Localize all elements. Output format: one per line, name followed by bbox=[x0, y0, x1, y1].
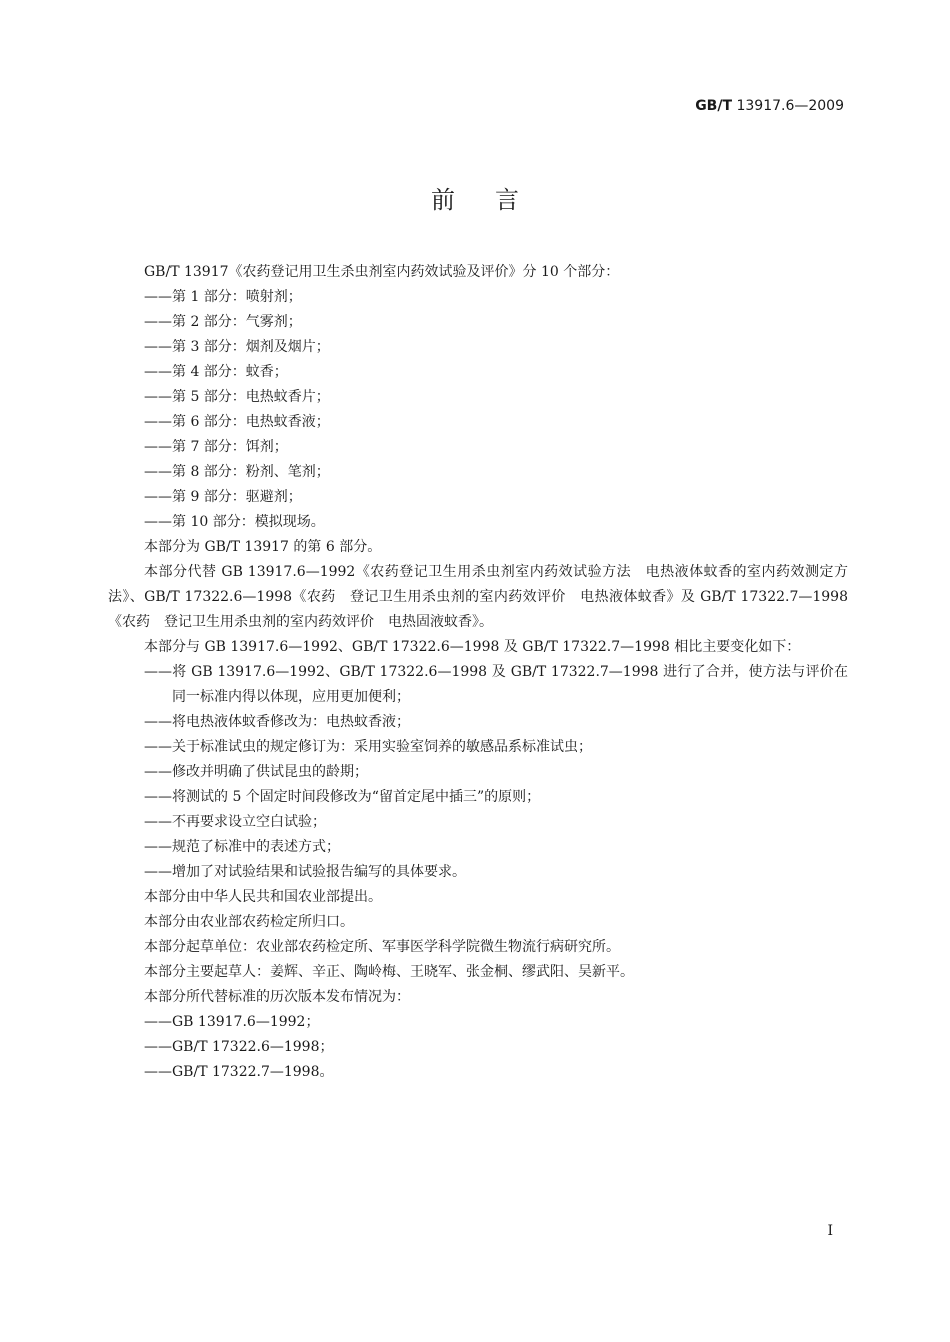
paragraph: GB/T 13917《农药登记用卫生杀虫剂室内药效试验及评价》分 10 个部分： bbox=[144, 264, 620, 280]
paragraph: 本部分代替 GB 13917.6—1992《农药登记卫生用杀虫剂室内药效试验方法 电热液体蚊香的室内药效测定方法》、GB/T 17322.6—1998《农药 登记卫生用杀虫剂的室内药效评价 电热液体蚊香》及 GB/T 17322.7—1998《农药 登记卫生用杀虫剂的室内药效评价 电热固液蚊香》。 bbox=[108, 564, 848, 630]
list-item: ——第 10 部分：模拟现场。 bbox=[144, 514, 325, 530]
list-item: ——增加了对试验结果和试验报告编写的具体要求。 bbox=[144, 864, 466, 880]
list-item: ——规范了标准中的表述方式； bbox=[144, 839, 340, 855]
list-item: ——将电热液体蚊香修改为：电热蚊香液； bbox=[144, 714, 410, 730]
page-title: 前言 bbox=[431, 186, 559, 214]
list-item: ——GB/T 17322.6—1998； bbox=[144, 1039, 334, 1055]
foreword-body bbox=[108, 260, 848, 1085]
list-item: ——不再要求设立空白试验； bbox=[144, 814, 326, 830]
paragraph: 本部分为 GB/T 13917 的第 6 部分。 bbox=[144, 539, 382, 555]
standard-code bbox=[695, 98, 844, 114]
list-item: ——GB 13917.6—1992； bbox=[144, 1014, 320, 1030]
list-item: ——第 7 部分：饵剂； bbox=[144, 439, 288, 455]
list-item: ——第 3 部分：烟剂及烟片； bbox=[144, 339, 330, 355]
paragraph: 本部分与 GB 13917.6—1992、GB/T 17322.6—1998 及 GB/T 17322.7—1998 相比主要变化如下： bbox=[144, 639, 801, 655]
list-item: ——第 2 部分：气雾剂； bbox=[144, 314, 302, 330]
paragraph: 本部分由中华人民共和国农业部提出。 bbox=[144, 889, 382, 905]
list-item: ——关于标准试虫的规定修订为：采用实验室饲养的敏感品系标准试虫； bbox=[144, 739, 592, 755]
paragraph: 本部分主要起草人：姜辉、辛正、陶岭梅、王晓军、张金桐、缪武阳、吴新平。 bbox=[144, 964, 634, 980]
list-item: ——修改并明确了供试昆虫的龄期； bbox=[144, 764, 368, 780]
paragraph: 本部分起草单位：农业部农药检定所、军事医学科学院微生物流行病研究所。 bbox=[144, 939, 620, 955]
list-item: ——将测试的 5 个固定时间段修改为“留首定尾中插三”的原则； bbox=[144, 789, 541, 805]
list-item: ——第 8 部分：粉剂、笔剂； bbox=[144, 464, 330, 480]
paragraph: 本部分由农业部农药检定所归口。 bbox=[144, 914, 354, 930]
list-item: ——第 5 部分：电热蚊香片； bbox=[144, 389, 330, 405]
list-item: ——将 GB 13917.6—1992、GB/T 17322.6—1998 及 GB/T 17322.7—1998 进行了合并，使方法与评价在同一标准内得以体现，应用更加便利； bbox=[144, 664, 848, 705]
list-item: ——第 4 部分：蚊香； bbox=[144, 364, 288, 380]
list-item: ——第 9 部分：驱避剂； bbox=[144, 489, 302, 505]
list-item: ——第 1 部分：喷射剂； bbox=[144, 289, 302, 305]
page-number: I bbox=[827, 1223, 833, 1239]
list-item: ——第 6 部分：电热蚊香液； bbox=[144, 414, 330, 430]
list-item: ——GB/T 17322.7—1998。 bbox=[144, 1064, 334, 1080]
paragraph: 本部分所代替标准的历次版本发布情况为： bbox=[144, 989, 410, 1005]
standard-code-number: 13917.6—2009 bbox=[732, 98, 844, 114]
standard-code-prefix: GB/T bbox=[695, 98, 733, 114]
